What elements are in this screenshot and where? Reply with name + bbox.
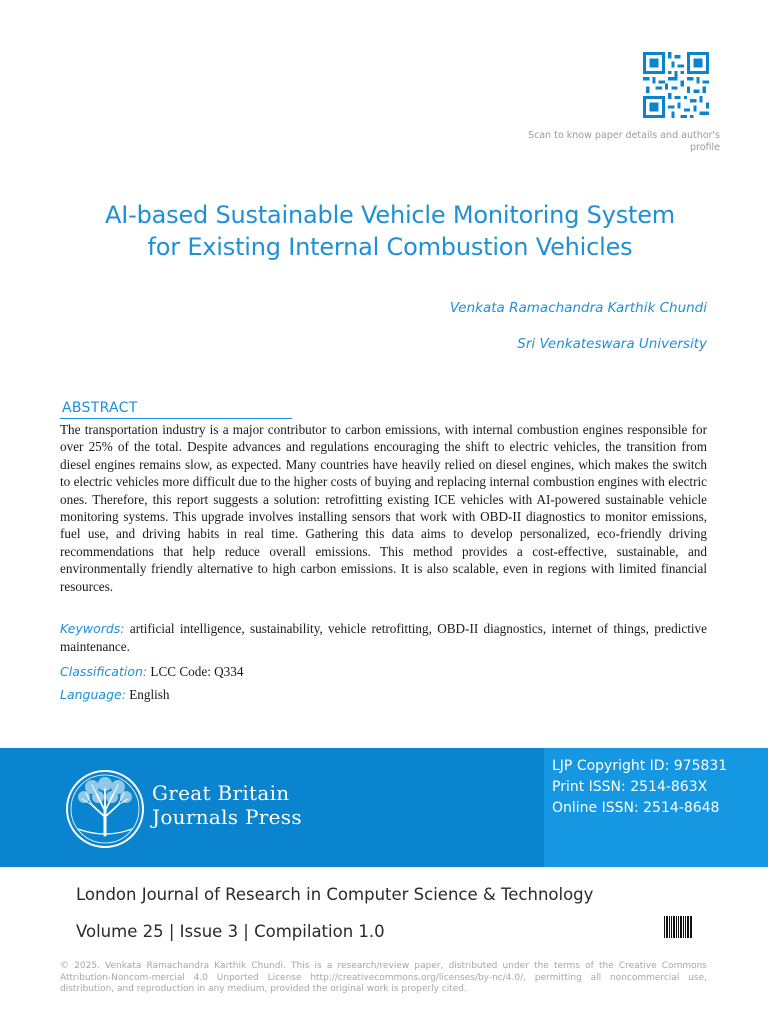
publisher-name [152, 781, 302, 829]
tree-logo-icon [64, 769, 146, 849]
print-issn: Print ISSN: 2514-863X [552, 779, 708, 795]
classification-label: Classification: [60, 664, 148, 679]
copyright-id: LJP Copyright ID: 975831 [552, 758, 728, 774]
license-notice: © 2025. Venkata Ramachandra Karthik Chundi. This is a research/review paper, distributed under the terms of the Creative Commons Attribution-Noncom-mercial 4.0 Unported License http://creativecommons.org/licenses/by-nc/4.0/, permitting all noncommercial use, distribution, and reproduction in any medium, provided the original work is properly cited. [60, 961, 707, 994]
language-value: English [129, 687, 170, 702]
journal-name: London Journal of Research in Computer Science & Technology [76, 885, 594, 904]
volume-issue: Volume 25 | Issue 3 | Compilation 1.0 [76, 922, 385, 941]
author-name: Venkata Ramachandra Karthik Chundi [449, 300, 707, 316]
abstract-heading: ABSTRACT [62, 400, 138, 416]
language-label: Language: [60, 687, 126, 702]
keywords-label: Keywords: [60, 621, 125, 636]
title-line-1: AI-based Sustainable Vehicle Monitoring System [105, 201, 675, 229]
publication-ids [552, 756, 727, 819]
online-issn: Online ISSN: 2514-8648 [552, 800, 720, 816]
classification-value: LCC Code: Q334 [150, 664, 244, 679]
title-line-2: for Existing Internal Combustion Vehicles [147, 233, 633, 261]
publisher-name-line-2: Journals Press [152, 805, 302, 829]
abstract-text: The transportation industry is a major contributor to carbon emissions, with internal combustion engines responsible for over 25% of the total. Despite advances and regulations encouraging the shift to electric vehicles, the transition from diesel engines remains slow, as expected. Many countries have heavily relied on diesel engines, which makes the switch to electric vehicles more difficult due to the higher costs of buying and replacing internal combustion engines with electric ones. Therefore, this report suggests a solution: retrofitting existing ICE vehicles with AI-powered sustainable vehicle monitoring systems. This upgrade involves installing sensors that work with OBD-II diagnostics to monitor emissions, fuel use, and driving habits in real time. Gathering this data aims to develop personalized, eco-friendly driving recommendations that help reduce overall emissions. This method provides a cost-effective, sustainable, and environmentally friendly alternative to high carbon emissions. It is also scalable, even in regions with limited financial resources. [60, 422, 707, 594]
barcode-icon [664, 916, 692, 938]
keywords-value: artificial intelligence, sustainability, vehicle retrofitting, OBD-II diagnostics, internet of things, predictive maintenance. [60, 621, 708, 654]
qr-code-icon [640, 52, 712, 118]
author-affiliation: Sri Venkateswara University [517, 336, 707, 352]
publisher-name-line-1: Great Britain [152, 781, 290, 805]
qr-caption: Scan to know paper details and author's profile [528, 130, 720, 153]
abstract-underline [60, 418, 292, 419]
keywords-row [60, 620, 707, 656]
classification-row [60, 663, 707, 681]
language-row [60, 686, 707, 704]
paper-title [40, 199, 740, 263]
